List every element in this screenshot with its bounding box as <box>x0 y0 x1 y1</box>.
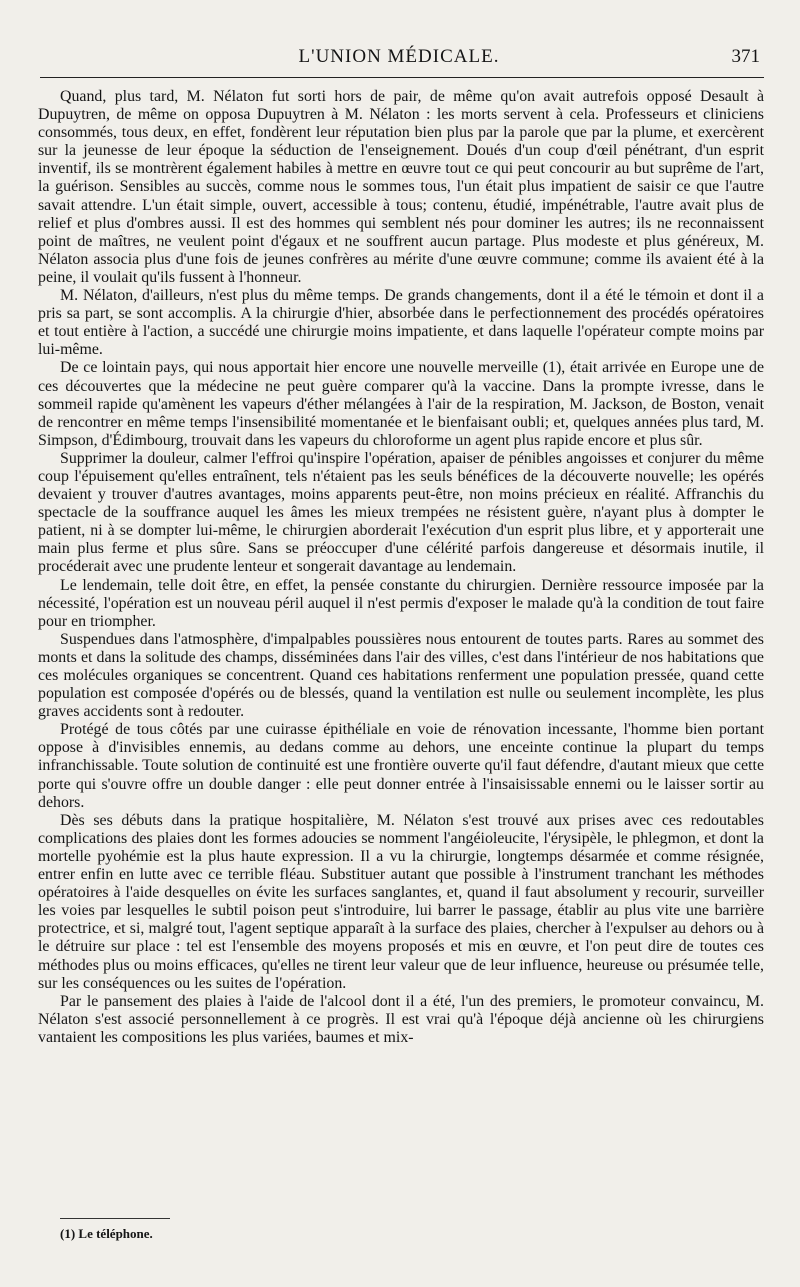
paragraph: M. Nélaton, d'ailleurs, n'est plus du même temps. De grands changements, dont il a été le témoin et dont il a pris sa part, se sont accomplis. A la chirurgie d'hier, absorbée dans le perfectionnement des procédés opératoires et tout entière à l'action, a succédé une chirurgie moins impatiente, et dans laquelle l'opérateur compte moins par lui-même. <box>38 287 764 359</box>
paragraph: Suspendues dans l'atmosphère, d'impalpables poussières nous entourent de toutes parts. Rares au sommet des monts et dans la solitude des champs, disséminées dans l'air des villes, c'est dans l'intérieur de nos habitations que ces molécules organiques se concentrent. Quand ces habitations renferment une population pressée, quand cette population est composée d'opérés ou de blessés, quand la ventilation est nulle ou seulement incomplète, les plus graves accidents sont à redouter. <box>38 630 764 721</box>
footnote: (1) Le téléphone. <box>60 1226 153 1241</box>
footnote-rule <box>60 1218 170 1219</box>
paragraph: De ce lointain pays, qui nous apportait hier encore une nouvelle merveille (1), était arrivée en Europe une de ces découvertes que la médecine ne peut guère comparer qu'à la vaccine. Dans la prompte ivresse, dans le sommeil rapide qu'amènent les vapeurs d'éther mélangées à l'air de la respiration, M. Jackson, de Boston, venait de rencontrer en même temps l'insensibilité momentanée et le bienfaisant oubli; et, quelques années plus tard, M. Simpson, d'Édimbourg, trouvait dans les vapeurs du chloroforme un agent plus rapide encore et plus sûr. <box>38 359 764 449</box>
running-head <box>38 46 760 74</box>
article-body <box>38 88 764 1047</box>
paragraph: Supprimer la douleur, calmer l'effroi qu'inspire l'opération, apaiser de pénibles angoisses et conjurer du même coup l'épuisement qu'elles entraînent, tels n'étaient pas les seuls bénéfices de la découverte nouvelle; les opérés devaient y trouver d'autres avantages, moins apparents peut-être, non moins précieux en réalité. Affranchis du spectacle de la souffrance auquel les âmes les mieux trempées ne résistent guère, n'ayant plus à dompter le patient, ni à se dompter lui-même, le chirurgien aborderait l'exécution d'un esprit plus libre, et y apporterait une main plus ferme et plus sûre. Sans se préoccuper d'une célérité parfois dangereuse et désormais inutile, il procéderait avec une prudente lenteur et songerait davantage au lendemain. <box>38 449 764 576</box>
journal-title: L'UNION MÉDICALE. <box>298 46 500 67</box>
paragraph: Le lendemain, telle doit être, en effet, la pensée constante du chirurgien. Dernière ressource imposée par la nécessité, l'opération est un nouveau péril auquel il n'est permis d'exposer le malade qu'à la condition de tout faire pour en triompher. <box>38 576 764 630</box>
paragraph: Dès ses débuts dans la pratique hospitalière, M. Nélaton s'est trouvé aux prises avec ces redoutables complications des plaies dont les formes adoucies se nomment l'angéioleucite, l'érysipèle, le phlegmon, et dont la mortelle pyohémie est la plus haute expression. Il a vu la chirurgie, longtemps désarmée et comme résignée, entrer enfin en lutte avec ce terrible fléau. Substituer autant que possible à l'instrument tranchant les méthodes opératoires à l'aide desquelles on évite les surfaces sanglantes, et, quand il faut absolument y recourir, surveiller les voies par lesquelles le subtil poison peut s'introduire, lui barrer le passage, établir au plus vite une barrière protectrice, et si, malgré tout, l'agent septique apparaît à la surface des plaies, chercher à l'expulser au dehors ou à le détruire sur place : tel est l'ensemble des moyens proposés et mis en œuvre, et l'on peut dire de toutes ces méthodes plus ou moins efficaces, qu'elles ne tirent leur valeur que de leur influence, heureuse ou présumée telle, sur les conséquences ou les suites de l'opération. <box>38 811 764 992</box>
paragraph: Par le pansement des plaies à l'aide de l'alcool dont il a été, l'un des premiers, le promoteur convaincu, M. Nélaton s'est associé personnellement à ce progrès. Il est vrai qu'à l'époque déjà ancienne où les chirurgiens vantaient les compositions les plus variées, baumes et mix- <box>38 992 764 1046</box>
page-number: 371 <box>731 46 760 67</box>
paragraph: Protégé de tous côtés par une cuirasse épithéliale en voie de rénovation incessante, l'homme bien portant oppose à d'invisibles ennemis, au dedans comme au dehors, une enceinte continue la plupart du temps infranchissable. Toute solution de continuité est une frontière ouverte qu'il faut défendre, d'autant mieux que cette porte qui s'ouvre offre un double danger : elle peut donner entrée à l'insaisissable ennemi ou le laisser sortir au dehors. <box>38 721 764 811</box>
header-rule <box>40 77 764 78</box>
paragraph: Quand, plus tard, M. Nélaton fut sorti hors de pair, de même qu'on avait autrefois opposé Desault à Dupuytren, de même on opposa Dupuytren à M. Nélaton : les morts servent à cela. Professeurs et cliniciens consommés, tous deux, en effet, fondèrent leur réputation bien plus par la parole que par la plume, et exercèrent sur la jeunesse de leur époque la séduction de l'enseignement. Doués d'un coup d'œil pénétrant, d'un esprit inventif, ils se montrèrent également habiles à mettre en œuvre tout ce qui peut concourir au but suprême de l'art, la guérison. Sensibles au succès, comme nous le sommes tous, l'un était plus impatient de saisir ce que l'autre savait attendre. L'un était simple, ouvert, accessible à tous; contenu, étudié, impénétrable, l'autre avait plus de relief et plus d'ombres aussi. Il est des hommes qui semblent nés pour dominer les autres; ils ne reconnaissent point de maîtres, ne veulent point d'égaux et ne souffrent aucun partage. Plus modeste et plus généreux, M. Nélaton associa plus d'une fois de jeunes confrères au mérite d'une œuvre commune; comme ils avaient été à la peine, il voulait qu'ils fussent à l'honneur. <box>38 88 764 286</box>
